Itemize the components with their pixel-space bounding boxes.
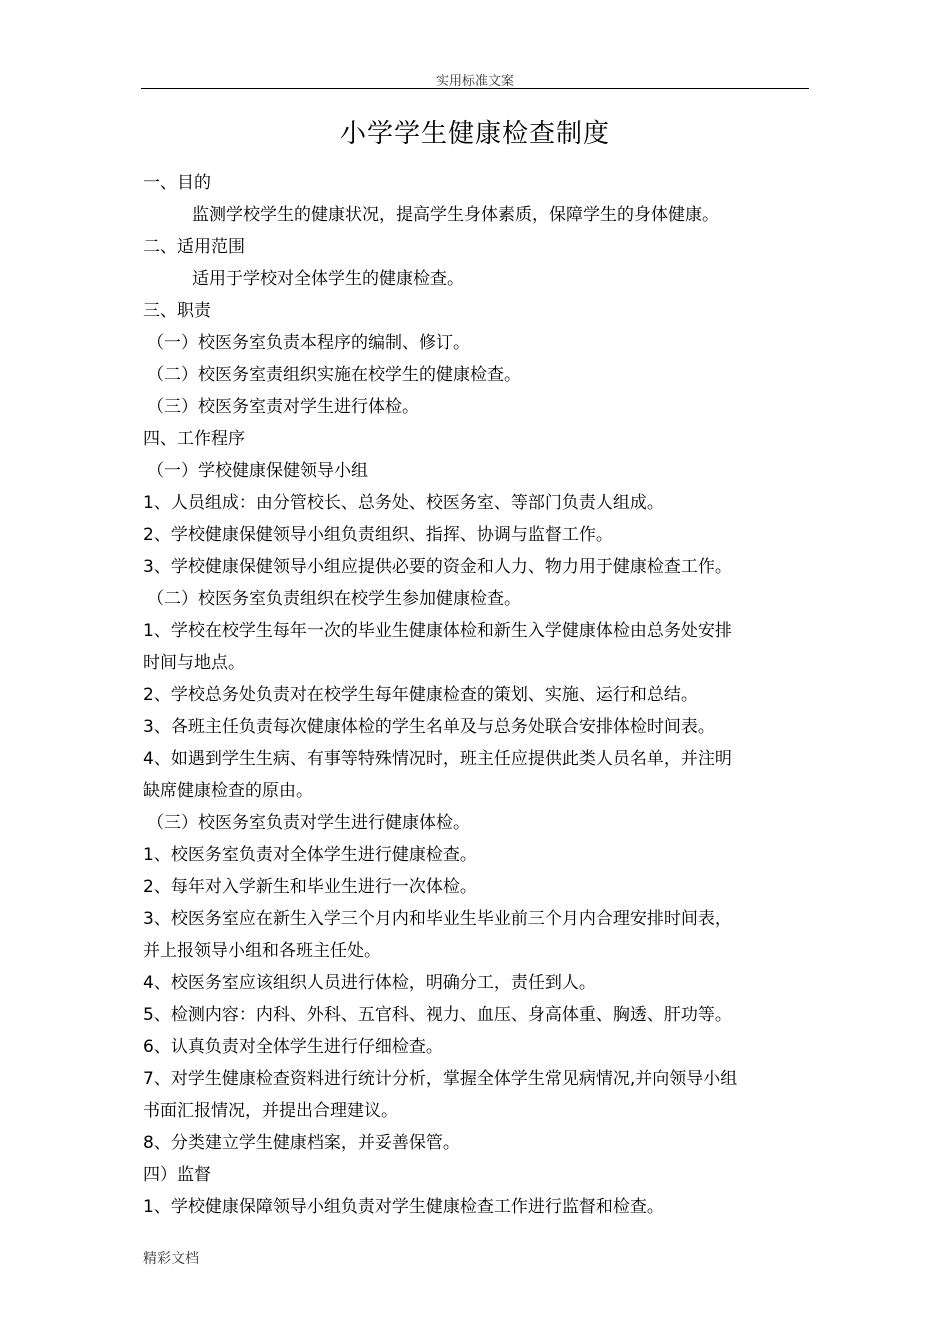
paragraph-line: 1、校医务室负责对全体学生进行健康检查。 [143,845,477,865]
paragraph-line: 4、校医务室应该组织人员进行体检，明确分工，责任到人。 [143,973,596,993]
section-heading: 二、适用范围 [143,237,245,257]
paragraph-line: 监测学校学生的健康状况，提高学生身体素质，保障学生的身体健康。 [192,205,719,225]
paragraph-line: 3、学校健康保健领导小组应提供必要的资金和人力、物力用于健康检查工作。 [143,557,732,577]
paragraph-line: 1、人员组成：由分管校长、总务处、校医务室、等部门负责人组成。 [143,493,664,513]
paragraph-line: 2、学校健康保健领导小组负责组织、指挥、协调与监督工作。 [143,525,613,545]
paragraph-line: 3、各班主任负责每次健康体检的学生名单及与总务处联合安排体检时间表。 [143,717,715,737]
paragraph-line: 3、校医务室应在新生入学三个月内和毕业生毕业前三个月内合理安排时间表， [143,909,732,929]
document-title: 小学学生健康检查制度 [339,119,610,149]
paragraph-line: 书面汇报情况，并提出合理建议。 [143,1101,398,1121]
paragraph-line: 时间与地点。 [143,653,245,673]
section-heading: 四）监督 [143,1165,211,1185]
paragraph-line: （二）校医务室责组织实施在校学生的健康检查。 [147,365,521,385]
section-heading: 三、职责 [143,301,211,321]
header-divider [141,88,809,89]
paragraph-line: 4、如遇到学生生病、有事等特殊情况时，班主任应提供此类人员名单，并注明 [143,749,732,769]
paragraph-line: （二）校医务室负责组织在校学生参加健康检查。 [147,589,521,609]
paragraph-line: （三）校医务室责对学生进行体检。 [147,397,419,417]
paragraph-line: 适用于学校对全体学生的健康检查。 [192,269,464,289]
paragraph-line: 5、检测内容：内科、外科、五官科、视力、血压、身高体重、胸透、肝功等。 [143,1005,732,1025]
paragraph-line: 1、学校在校学生每年一次的毕业生健康体检和新生入学健康体检由总务处安排 [143,621,732,641]
paragraph-line: 6、认真负责对全体学生进行仔细检查。 [143,1037,443,1057]
paragraph-line: 缺席健康检查的原由。 [143,781,313,801]
paragraph-line: 并上报领导小组和各班主任处。 [143,941,381,961]
section-heading: 一、目的 [143,173,211,193]
paragraph-line: 2、学校总务处负责对在校学生每年健康检查的策划、实施、运行和总结。 [143,685,698,705]
paragraph-line: 8、分类建立学生健康档案，并妥善保管。 [143,1133,460,1153]
page-header: 实用标准文案 [435,74,514,89]
paragraph-line: （一）学校健康保健领导小组 [147,461,368,481]
paragraph-line: （一）校医务室负责本程序的编制、修订。 [147,333,470,353]
paragraph-line: 2、每年对入学新生和毕业生进行一次体检。 [143,877,477,897]
page-footer: 精彩文档 [143,1251,199,1267]
paragraph-line: 1、学校健康保障领导小组负责对学生健康检查工作进行监督和检查。 [143,1197,664,1217]
paragraph-line: 7、对学生健康检查资料进行统计分析，掌握全体学生常见病情况,并向领导小组 [143,1069,738,1089]
section-heading: 四、工作程序 [143,429,245,449]
paragraph-line: （三）校医务室负责对学生进行健康体检。 [147,813,470,833]
document-body [143,167,813,1223]
